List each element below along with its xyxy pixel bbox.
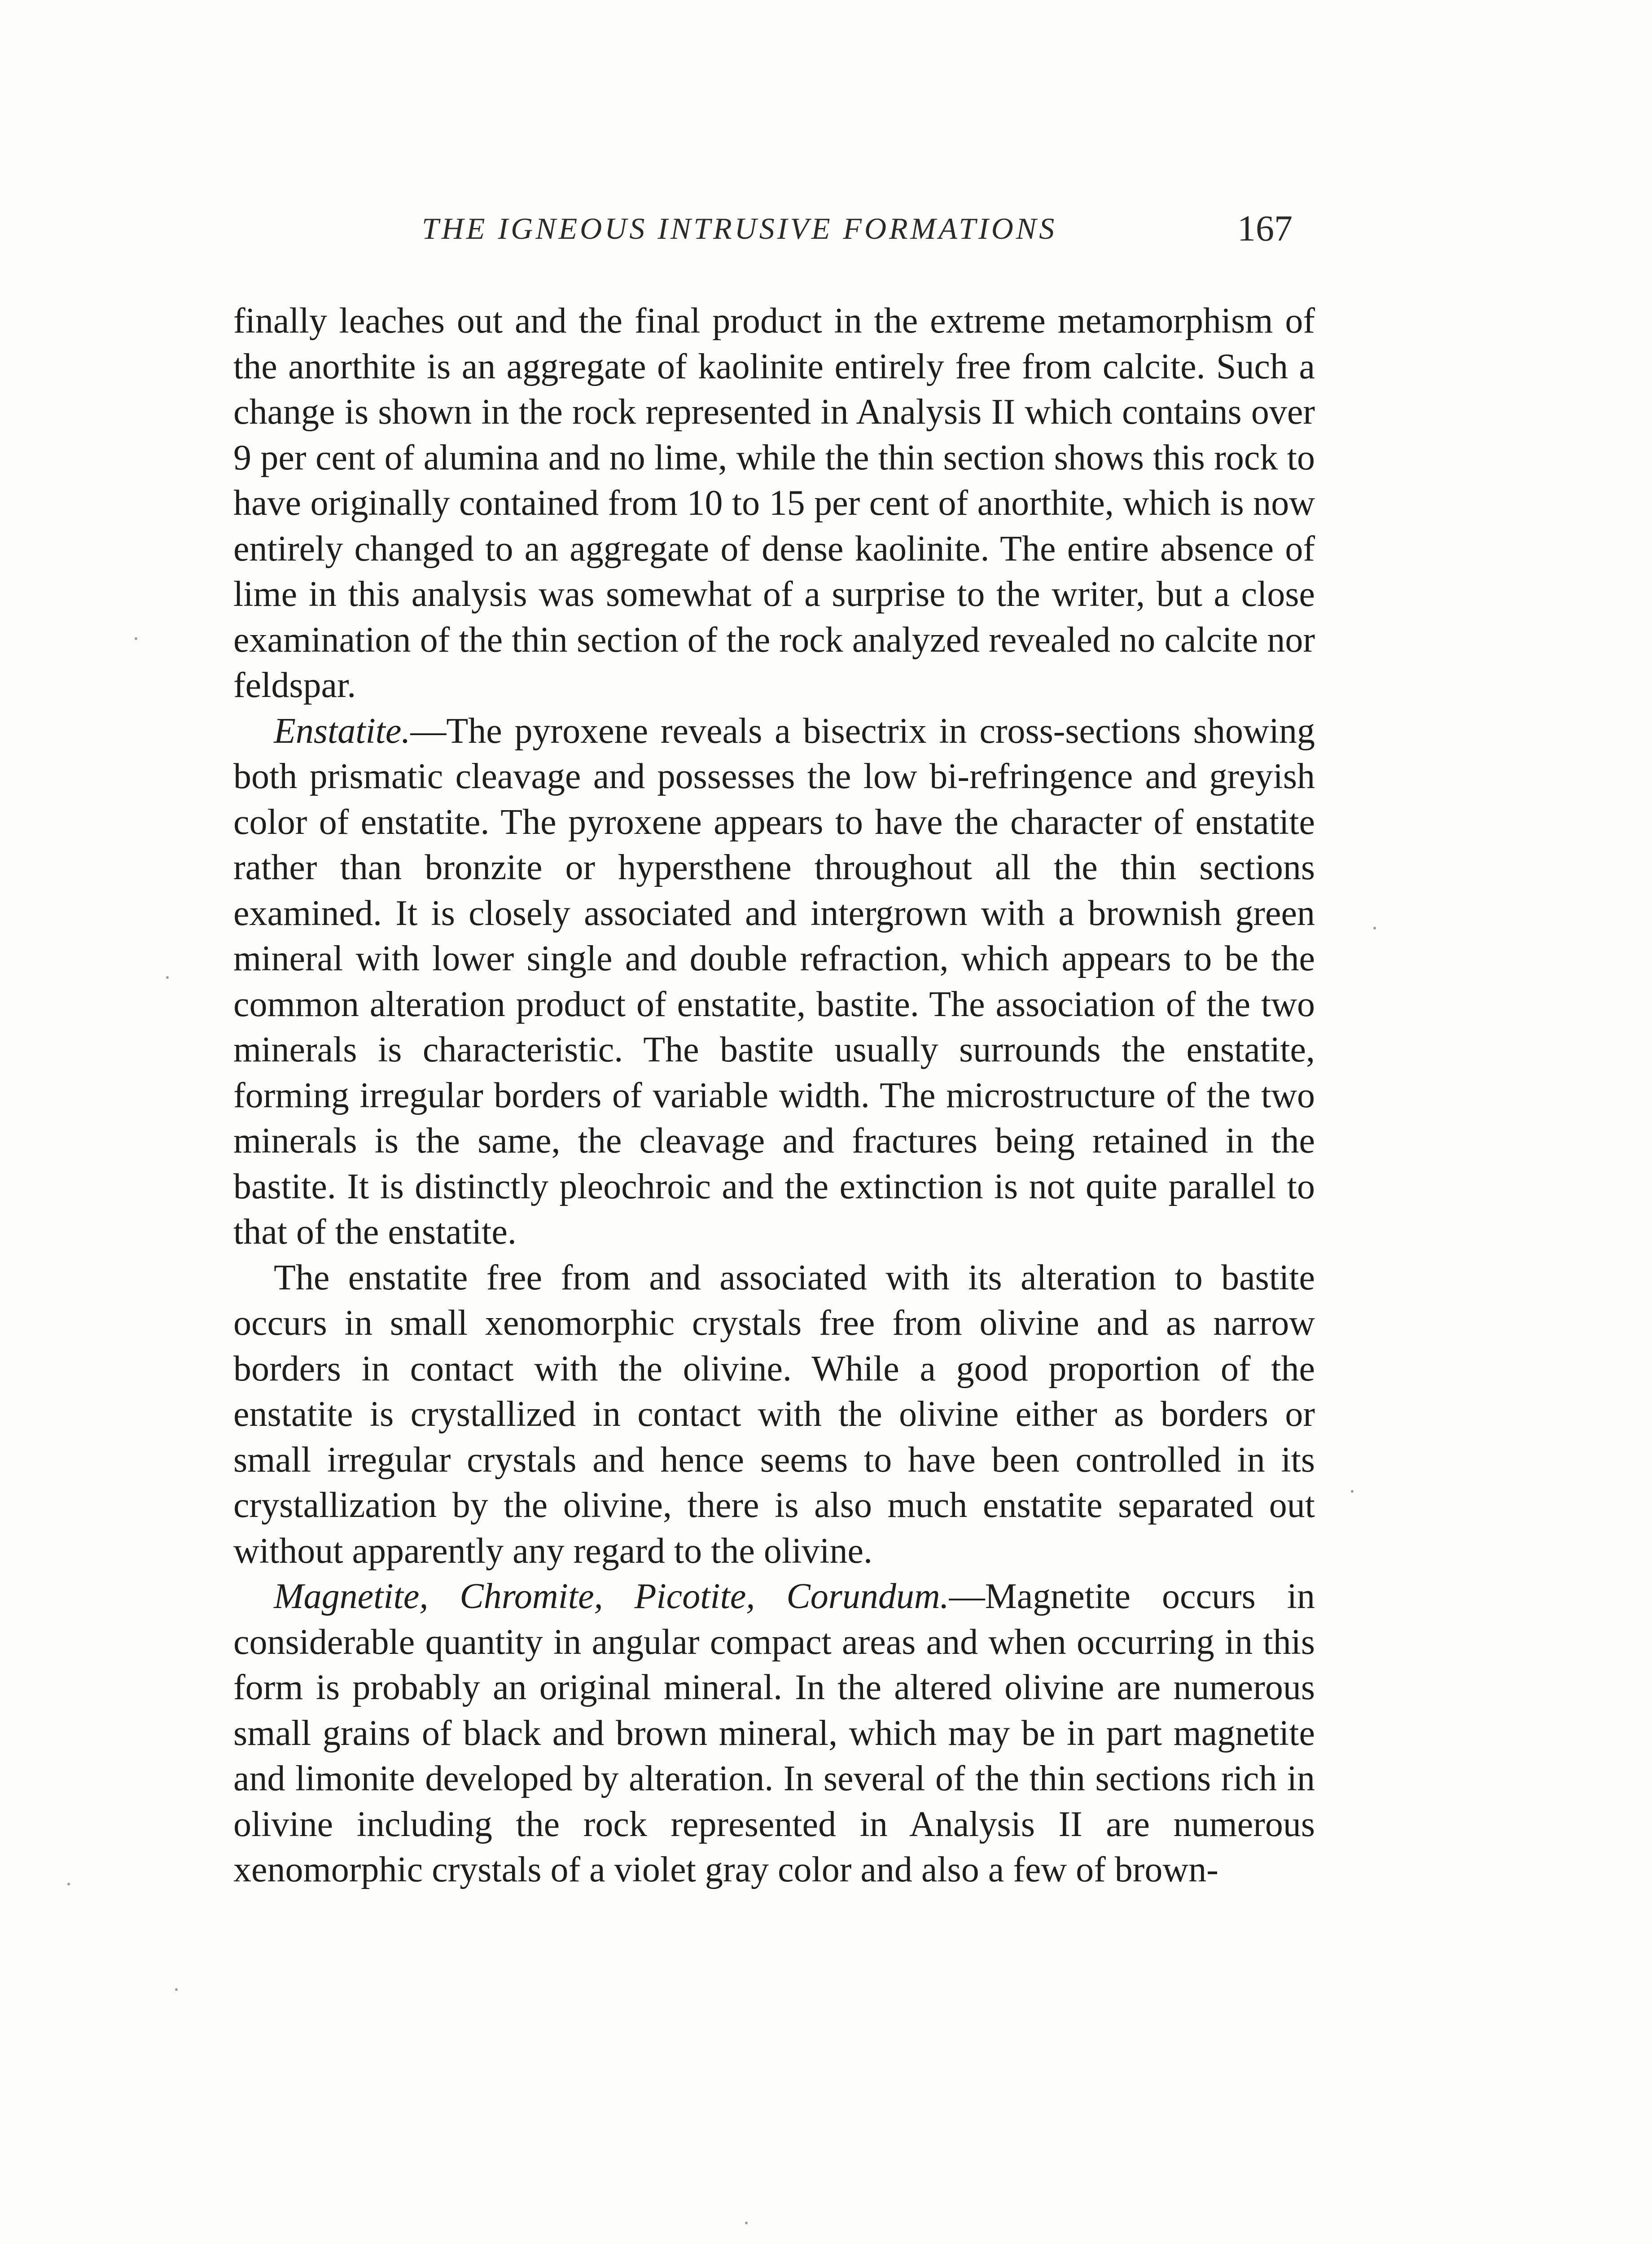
paragraph-enstatite-bastite — [233, 1255, 1315, 1574]
scan-speck — [1373, 927, 1376, 929]
paragraph-anorthite-alteration — [233, 298, 1315, 709]
section-heading-magnetite: Magnetite, Chromite, Picotite, Corundum. — [274, 1577, 949, 1616]
scan-speck — [745, 2222, 748, 2224]
body-text — [233, 298, 1315, 1893]
running-title: THE IGNEOUS INTRUSIVE FORMATIONS — [422, 211, 1057, 245]
page-number: 167 — [1237, 208, 1293, 249]
scan-speck — [175, 1988, 178, 1991]
running-head — [233, 208, 1319, 260]
paragraph-text: finally leaches out and the final product in the extreme metamorphism of the anorthite is an aggregate of kaolinite entirely free from calcite. Such a change is shown in the rock represented in Analysis II which contains over 9 per cent of alumina and no lime, while the thin section shows this rock to have originally contained from 10 to 15 per cent of anorthite, which is now entirely changed to an aggregate of dense kaolinite. The entire absence of lime in this analysis was somewhat of a surprise to the writer, but a close examination of the thin section of the rock analyzed revealed no calcite nor feldspar. — [233, 301, 1315, 705]
scan-speck — [166, 976, 169, 979]
paragraph-enstatite — [233, 709, 1315, 1255]
scan-speck — [1351, 1490, 1354, 1493]
paragraph-text: —The pyroxene reveals a bisectrix in cross-sections showing both prismatic cleavage and possesses the low bi-refringence and greyish color of enstatite. The pyroxene appears to have the character of enstatite rather than bronzite or hypersthene throughout all the thin sections examined. It is closely associated and intergrown with a brownish green mineral with lower single and double refraction, which appears to be the common alteration product of enstatite, bastite. The association of the two minerals is characteristic. The bastite usually surrounds the enstatite, forming irregular borders of variable width. The microstructure of the two minerals is the same, the cleavage and fractures being retained in the bastite. It is distinctly pleochroic and the extinction is not quite parallel to that of the enstatite. — [233, 711, 1315, 1252]
scan-speck — [67, 1883, 70, 1885]
paragraph-text: The enstatite free from and associated with its alteration to bastite occurs in small xenomorphic crystals free from olivine and as narrow borders in contact with the olivine. While a good proportion of the enstatite is crystallized in contact with the olivine either as borders or small irregular crystals and hence seems to have been controlled in its crystallization by the olivine, there is also much enstatite separated out without apparently any regard to the olivine. — [233, 1258, 1315, 1571]
section-heading-enstatite: Enstatite. — [274, 711, 411, 751]
paragraph-magnetite — [233, 1574, 1315, 1893]
paragraph-text: —Magnetite occurs in considerable quantity in angular compact areas and when occurring in this form is probably an original mineral. In the altered olivine are numerous small grains of black and brown mineral, which may be in part magnetite and limonite developed by alteration. In several of the thin sections rich in olivine including the rock represented in Analysis II are numerous xenomorphic crystals of a violet gray color and also a few of brown- — [233, 1577, 1315, 1889]
scan-speck — [135, 637, 137, 640]
